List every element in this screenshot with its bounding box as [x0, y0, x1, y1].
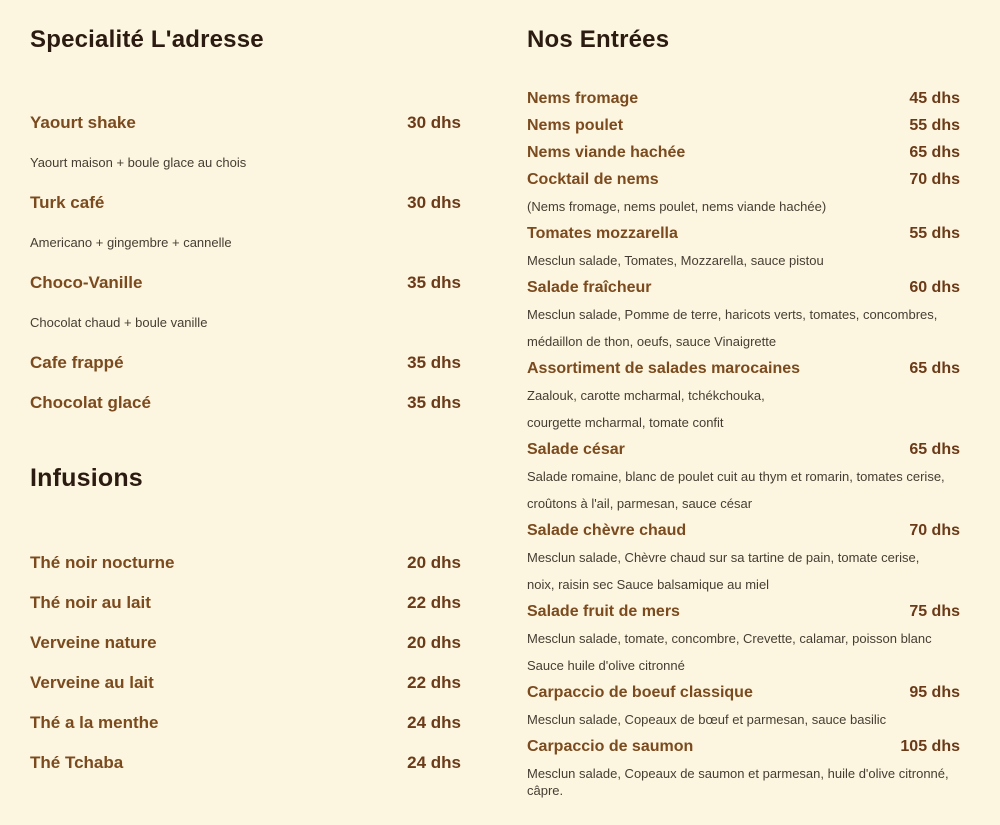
item-name: Salade fruit de mers: [527, 603, 680, 620]
item-price: 65 dhs: [909, 441, 960, 458]
menu-item: [527, 223, 960, 245]
item-name: Carpaccio de saumon: [527, 738, 694, 755]
item-description: Yaourt maison + boule glace au chois: [30, 155, 247, 170]
section-heading-specialite: Specialité L'adresse: [30, 26, 264, 53]
menu-item: [30, 351, 461, 375]
item-description: croûtons à l'ail, parmesan, sauce césar: [527, 496, 753, 511]
menu-item: [527, 601, 960, 623]
item-price: 24 dhs: [407, 753, 461, 772]
section-heading-entrees: Nos Entrées: [527, 26, 670, 53]
section-heading-infusions: Infusions: [30, 464, 143, 492]
item-description: Mesclun salade, Copeaux de saumon et parmesan, huile d'olive citronné, câpre.: [527, 766, 949, 798]
item-price: 65 dhs: [909, 144, 960, 161]
item-name: Thé Tchaba: [30, 753, 124, 772]
item-price: 75 dhs: [909, 603, 960, 620]
menu-item: [527, 142, 960, 164]
menu-item: [527, 736, 960, 758]
item-name: Chocolat glacé: [30, 393, 151, 412]
menu-item: [30, 671, 461, 695]
menu-item: [527, 115, 960, 137]
item-name: Salade chèvre chaud: [527, 522, 687, 539]
item-name: Cocktail de nems: [527, 171, 659, 188]
item-name: Thé a la menthe: [30, 713, 159, 732]
menu-item: [30, 191, 461, 215]
menu-item: [527, 277, 960, 299]
item-name: Carpaccio de boeuf classique: [527, 684, 753, 701]
item-price: 70 dhs: [909, 171, 960, 188]
item-price: 30 dhs: [407, 113, 461, 132]
item-name: Tomates mozzarella: [527, 225, 678, 242]
item-price: 35 dhs: [407, 353, 461, 372]
item-price: 55 dhs: [909, 117, 960, 134]
menu-item: [30, 751, 461, 775]
menu-item: [527, 169, 960, 191]
item-description: Americano + gingembre + cannelle: [30, 235, 232, 250]
item-price: 22 dhs: [407, 593, 461, 612]
item-name: Cafe frappé: [30, 353, 124, 372]
item-description: Chocolat chaud + boule vanille: [30, 315, 208, 330]
menu-item: [527, 88, 960, 110]
item-description: Mesclun salade, tomate, concombre, Crevette, calamar, poisson blanc: [527, 631, 932, 646]
item-price: 105 dhs: [900, 738, 960, 755]
menu-item: [527, 439, 960, 461]
item-price: 35 dhs: [407, 393, 461, 412]
item-description: médaillon de thon, oeufs, sauce Vinaigrette: [527, 334, 777, 349]
item-description: courgette mcharmal, tomate confit: [527, 415, 724, 430]
item-name: Thé noir au lait: [30, 593, 151, 612]
menu-item: [527, 358, 960, 380]
item-description: noix, raisin sec Sauce balsamique au miel: [527, 577, 770, 592]
menu-item: [30, 111, 461, 135]
item-description: Mesclun salade, Chèvre chaud sur sa tartine de pain, tomate cerise,: [527, 550, 920, 565]
item-price: 45 dhs: [909, 90, 960, 107]
item-description: Salade romaine, blanc de poulet cuit au thym et romarin, tomates cerise,: [527, 469, 945, 484]
item-price: 20 dhs: [407, 633, 461, 652]
item-name: Yaourt shake: [30, 113, 136, 132]
item-name: Nems fromage: [527, 90, 639, 107]
item-name: Salade césar: [527, 441, 625, 458]
menu-item: [527, 682, 960, 704]
item-price: 22 dhs: [407, 673, 461, 692]
item-price: 55 dhs: [909, 225, 960, 242]
menu-item: [527, 520, 960, 542]
item-name: Verveine nature: [30, 633, 157, 652]
item-description: (Nems fromage, nems poulet, nems viande hachée): [527, 199, 827, 214]
menu-item: [30, 551, 461, 575]
item-price: 20 dhs: [407, 553, 461, 572]
item-name: Nems poulet: [527, 117, 624, 134]
item-name: Nems viande hachée: [527, 144, 686, 161]
item-description: Mesclun salade, Tomates, Mozzarella, sauce pistou: [527, 253, 824, 268]
item-name: Assortiment de salades marocaines: [527, 360, 801, 377]
item-description: Sauce huile d'olive citronné: [527, 658, 685, 673]
menu-item: [30, 391, 461, 415]
menu-item: [30, 711, 461, 735]
item-price: 70 dhs: [909, 522, 960, 539]
item-description: Zaalouk, carotte mcharmal, tchékchouka,: [527, 388, 765, 403]
item-price: 30 dhs: [407, 193, 461, 212]
item-price: 35 dhs: [407, 273, 461, 292]
item-description: Mesclun salade, Copeaux de bœuf et parmesan, sauce basilic: [527, 712, 887, 727]
item-name: Salade fraîcheur: [527, 279, 652, 296]
left-column: [30, 0, 461, 775]
item-description: Mesclun salade, Pomme de terre, haricots verts, tomates, concombres,: [527, 307, 938, 322]
right-column: [527, 0, 960, 799]
item-price: 24 dhs: [407, 713, 461, 732]
item-price: 65 dhs: [909, 360, 960, 377]
item-price: 60 dhs: [909, 279, 960, 296]
item-name: Turk café: [30, 193, 105, 212]
item-name: Choco-Vanille: [30, 273, 143, 292]
menu-item: [30, 591, 461, 615]
menu-item: [30, 631, 461, 655]
item-price: 95 dhs: [909, 684, 960, 701]
item-name: Verveine au lait: [30, 673, 154, 692]
item-name: Thé noir nocturne: [30, 553, 175, 572]
menu-item: [30, 271, 461, 295]
